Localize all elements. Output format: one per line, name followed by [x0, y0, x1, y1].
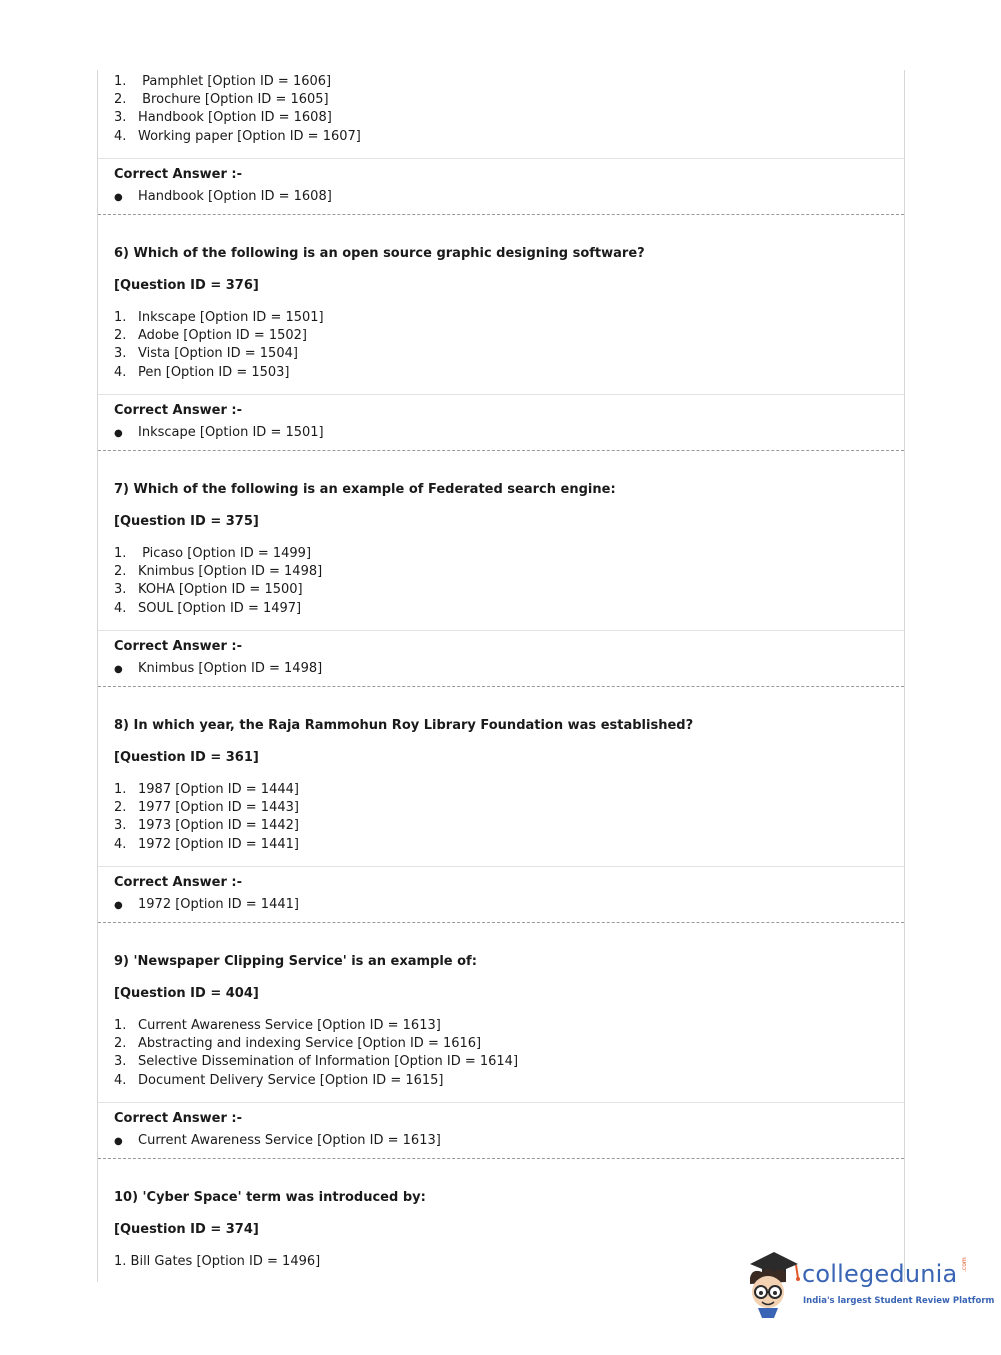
- option-text: Knimbus [Option ID = 1498]: [138, 564, 323, 579]
- q7-option-4: [114, 600, 301, 618]
- q8-correct-answer: [114, 896, 299, 915]
- option-text: 1987 [Option ID = 1444]: [138, 782, 299, 797]
- q5-option-1: [114, 73, 331, 91]
- option-number: 4.: [114, 365, 127, 380]
- option-text: Current Awareness Service [Option ID = 1613]: [138, 1018, 441, 1033]
- option-number: 1.: [114, 310, 127, 325]
- q9-correct-answer: [114, 1132, 441, 1151]
- option-number: 3.: [114, 1054, 127, 1069]
- option-text: Brochure [Option ID = 1605]: [138, 92, 329, 107]
- bullet-icon: ●: [114, 1136, 123, 1147]
- option-text: Working paper [Option ID = 1607]: [138, 129, 361, 144]
- q6-option-3: [114, 345, 298, 363]
- option-text: Abstracting and indexing Service [Option ID = 1616]: [138, 1036, 482, 1051]
- answer-text: Inkscape [Option ID = 1501]: [138, 425, 324, 440]
- answer-text: Knimbus [Option ID = 1498]: [138, 661, 323, 676]
- bullet-icon: ●: [114, 900, 123, 911]
- q10-question: 10) 'Cyber Space' term was introduced by:: [114, 1190, 426, 1205]
- option-number: 4.: [114, 129, 127, 144]
- q6-question-id: [Question ID = 376]: [114, 278, 259, 293]
- q9-question: 9) 'Newspaper Clipping Service' is an example of:: [114, 954, 477, 969]
- option-number: 2.: [114, 564, 127, 579]
- q8-question: 8) In which year, the Raja Rammohun Roy Library Foundation was established?: [114, 718, 694, 733]
- divider: [98, 158, 904, 159]
- q9-option-3: [114, 1053, 518, 1071]
- option-text: 1973 [Option ID = 1442]: [138, 818, 299, 833]
- collegedunia-logo[interactable]: [740, 1248, 995, 1318]
- option-text: Selective Dissemination of Information [Option ID = 1614]: [138, 1054, 519, 1069]
- option-number: 1.: [114, 782, 127, 797]
- bullet-icon: ●: [114, 192, 123, 203]
- option-text: Inkscape [Option ID = 1501]: [138, 310, 324, 325]
- q7-option-3: [114, 581, 303, 599]
- question-paper-page: [97, 70, 905, 1282]
- q6-option-1: [114, 309, 324, 327]
- option-text: Pamphlet [Option ID = 1606]: [138, 74, 332, 89]
- section-separator: [98, 214, 904, 215]
- q7-option-2: [114, 563, 322, 581]
- q8-option-2: [114, 799, 299, 817]
- option-number: 3.: [114, 110, 127, 125]
- q7-correct-answer: [114, 660, 322, 679]
- q9-option-4: [114, 1072, 444, 1090]
- option-text: 1977 [Option ID = 1443]: [138, 800, 299, 815]
- q5-correct-answer: [114, 188, 332, 207]
- q8-option-1: [114, 781, 299, 799]
- q7-question-id: [Question ID = 375]: [114, 514, 259, 529]
- correct-answer-label: Correct Answer :-: [114, 403, 242, 418]
- q9-option-2: [114, 1035, 481, 1053]
- option-text: Adobe [Option ID = 1502]: [138, 328, 307, 343]
- option-number: 1.: [114, 546, 127, 561]
- q7-question: 7) Which of the following is an example of Federated search engine:: [114, 482, 616, 497]
- q8-option-3: [114, 817, 299, 835]
- bullet-icon: ●: [114, 428, 123, 439]
- option-text: Handbook [Option ID = 1608]: [138, 110, 332, 125]
- correct-answer-label: Correct Answer :-: [114, 639, 242, 654]
- brand-domain-suffix: .com: [961, 1257, 968, 1272]
- divider: [98, 1102, 904, 1103]
- option-text: SOUL [Option ID = 1497]: [138, 601, 302, 616]
- q10-option-1: 1. Bill Gates [Option ID = 1496]: [114, 1254, 321, 1269]
- divider: [98, 866, 904, 867]
- option-text: KOHA [Option ID = 1500]: [138, 582, 303, 597]
- option-text: Vista [Option ID = 1504]: [138, 346, 298, 361]
- q7-option-1: [114, 545, 311, 563]
- correct-answer-label: Correct Answer :-: [114, 875, 242, 890]
- q9-question-id: [Question ID = 404]: [114, 986, 259, 1001]
- q6-correct-answer: [114, 424, 324, 443]
- q5-option-3: [114, 109, 332, 127]
- mascot-icon: [740, 1248, 802, 1318]
- correct-answer-label: Correct Answer :-: [114, 1111, 242, 1126]
- q5-option-2: [114, 91, 329, 109]
- correct-answer-label: Correct Answer :-: [114, 167, 242, 182]
- option-number: 2.: [114, 800, 127, 815]
- q5-option-4: [114, 128, 361, 146]
- option-text: 1972 [Option ID = 1441]: [138, 837, 299, 852]
- option-number: 3.: [114, 346, 127, 361]
- option-number: 4.: [114, 601, 127, 616]
- option-number: 3.: [114, 818, 127, 833]
- bullet-icon: ●: [114, 664, 123, 675]
- option-number: 4.: [114, 1073, 127, 1088]
- option-number: 3.: [114, 582, 127, 597]
- section-separator: [98, 922, 904, 923]
- divider: [98, 630, 904, 631]
- section-separator: [98, 1158, 904, 1159]
- q6-option-2: [114, 327, 307, 345]
- answer-text: Current Awareness Service [Option ID = 1613]: [138, 1133, 441, 1148]
- section-separator: [98, 450, 904, 451]
- q8-option-4: [114, 836, 299, 854]
- option-text: Picaso [Option ID = 1499]: [138, 546, 312, 561]
- option-number: 1.: [114, 74, 127, 89]
- q9-option-1: [114, 1017, 441, 1035]
- option-number: 2.: [114, 92, 127, 107]
- option-number: 2.: [114, 1036, 127, 1051]
- brand-name: collegedunia: [802, 1260, 958, 1288]
- answer-text: 1972 [Option ID = 1441]: [138, 897, 299, 912]
- q6-question: 6) Which of the following is an open source graphic designing software?: [114, 246, 645, 261]
- section-separator: [98, 686, 904, 687]
- option-text: Document Delivery Service [Option ID = 1615]: [138, 1073, 444, 1088]
- answer-text: Handbook [Option ID = 1608]: [138, 189, 332, 204]
- option-number: 1.: [114, 1018, 127, 1033]
- option-number: 4.: [114, 837, 127, 852]
- q8-question-id: [Question ID = 361]: [114, 750, 259, 765]
- option-text: Pen [Option ID = 1503]: [138, 365, 290, 380]
- option-number: 2.: [114, 328, 127, 343]
- q10-question-id: [Question ID = 374]: [114, 1222, 259, 1237]
- divider: [98, 394, 904, 395]
- brand-tagline: India's largest Student Review Platform: [803, 1296, 995, 1306]
- q6-option-4: [114, 364, 290, 382]
